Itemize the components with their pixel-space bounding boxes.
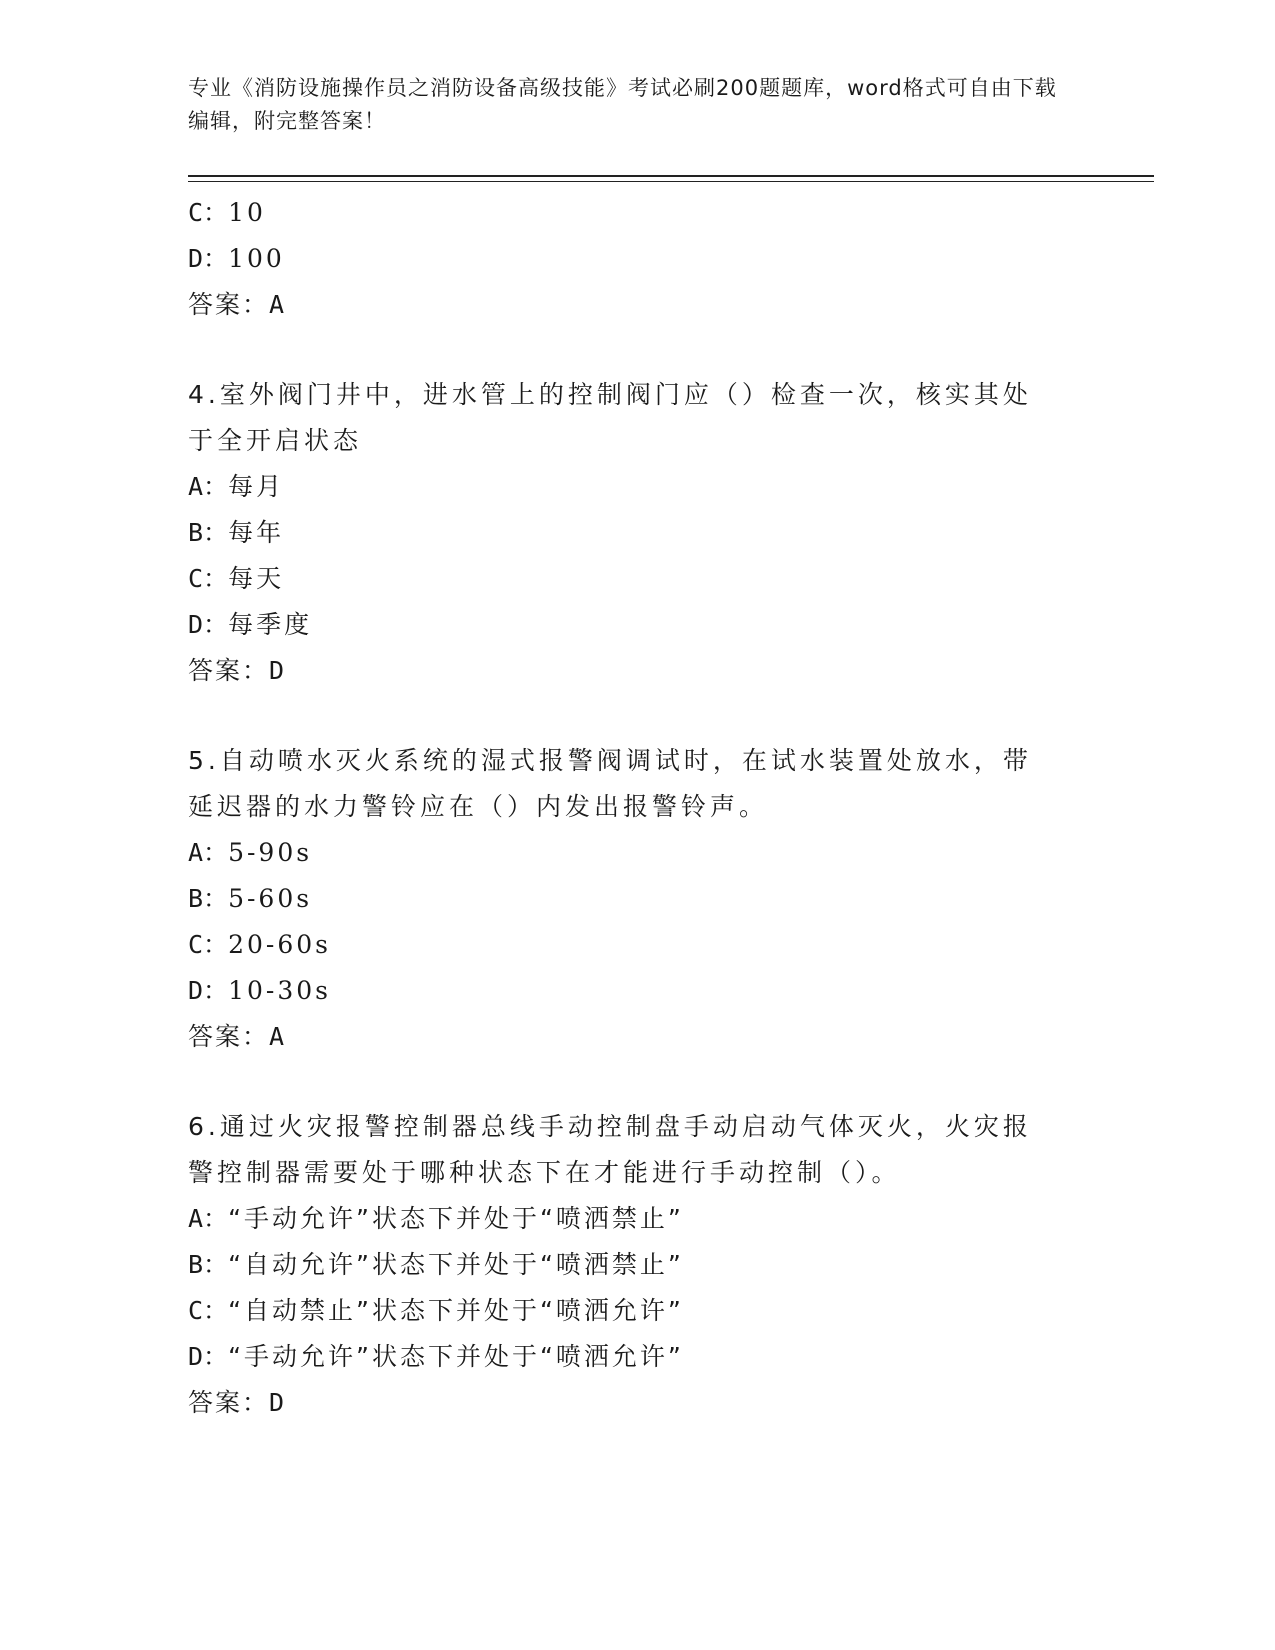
option-text: 每季度 (228, 610, 313, 639)
option-text: 5-60s (228, 884, 313, 913)
spacer (188, 1060, 1088, 1104)
option-d (188, 968, 1088, 1014)
document-body (188, 190, 1088, 1426)
spacer (188, 328, 1088, 372)
question-6 (188, 1104, 1088, 1426)
option-c (188, 556, 1088, 602)
option-c (188, 1288, 1088, 1334)
option-a (188, 1196, 1088, 1242)
option-text: 每年 (228, 518, 285, 547)
option-text: 每月 (228, 472, 285, 501)
option-letter: C： (188, 198, 229, 227)
option-d (188, 236, 1088, 282)
option-text: 5-90s (228, 838, 313, 867)
answer-value: A (269, 1022, 287, 1051)
answer-value: D (269, 656, 287, 685)
option-text: 20-60s (228, 930, 331, 959)
spacer (188, 694, 1088, 738)
option-a (188, 464, 1088, 510)
answer-line (188, 282, 1088, 328)
answer-label: 答案： (188, 1388, 270, 1417)
option-text: “手动允许”状态下并处于“喷洒允许” (228, 1342, 684, 1371)
answer-label: 答案： (188, 656, 270, 685)
answer-line (188, 1014, 1088, 1060)
option-letter: B： (188, 884, 229, 913)
option-letter: C： (188, 1296, 229, 1325)
option-d (188, 1334, 1088, 1380)
question-5 (188, 738, 1088, 1060)
option-letter: C： (188, 564, 229, 593)
option-b (188, 1242, 1088, 1288)
option-letter: A： (188, 1204, 229, 1233)
option-text: 每天 (228, 564, 285, 593)
option-letter: D： (188, 1342, 229, 1371)
question-stem: 6.通过火灾报警控制器总线手动控制盘手动启动气体灭火，火灾报警控制器需要处于哪种状态下在才能进行手动控制（）。 (188, 1112, 1032, 1187)
option-text: “自动禁止”状态下并处于“喷洒允许” (228, 1296, 684, 1325)
partial-question (188, 190, 1088, 328)
option-text: “手动允许”状态下并处于“喷洒禁止” (228, 1204, 684, 1233)
answer-value: D (269, 1388, 287, 1417)
option-letter: D： (188, 244, 229, 273)
question-4 (188, 372, 1088, 694)
option-text: 100 (228, 244, 285, 273)
option-letter: C： (188, 930, 229, 959)
document-header: 专业《消防设施操作员之消防设备高级技能》考试必刷200题题库，word格式可自由下载编辑，附完整答案！ (188, 76, 1057, 133)
option-d (188, 602, 1088, 648)
option-letter: B： (188, 1250, 229, 1279)
option-b (188, 876, 1088, 922)
option-c (188, 922, 1088, 968)
option-letter: D： (188, 610, 229, 639)
option-letter: D： (188, 976, 229, 1005)
answer-line (188, 648, 1088, 694)
option-text: 10-30s (228, 976, 331, 1005)
question-stem: 5.自动喷水灭火系统的湿式报警阀调试时，在试水装置处放水，带延迟器的水力警铃应在（）内发出报警铃声。 (188, 746, 1032, 821)
option-b (188, 510, 1088, 556)
option-text: 10 (228, 198, 266, 227)
header-divider-thick (188, 175, 1154, 177)
option-letter: A： (188, 472, 229, 501)
answer-label: 答案： (188, 1022, 270, 1051)
option-letter: B： (188, 518, 229, 547)
question-stem: 4.室外阀门井中，进水管上的控制阀门应（）检查一次，核实其处于全开启状态 (188, 380, 1032, 455)
answer-label: 答案： (188, 290, 270, 319)
option-c (188, 190, 1088, 236)
header-divider-thin (188, 181, 1154, 182)
option-a (188, 830, 1088, 876)
answer-line (188, 1380, 1088, 1426)
option-letter: A： (188, 838, 229, 867)
answer-value: A (269, 290, 287, 319)
option-text: “自动允许”状态下并处于“喷洒禁止” (228, 1250, 684, 1279)
